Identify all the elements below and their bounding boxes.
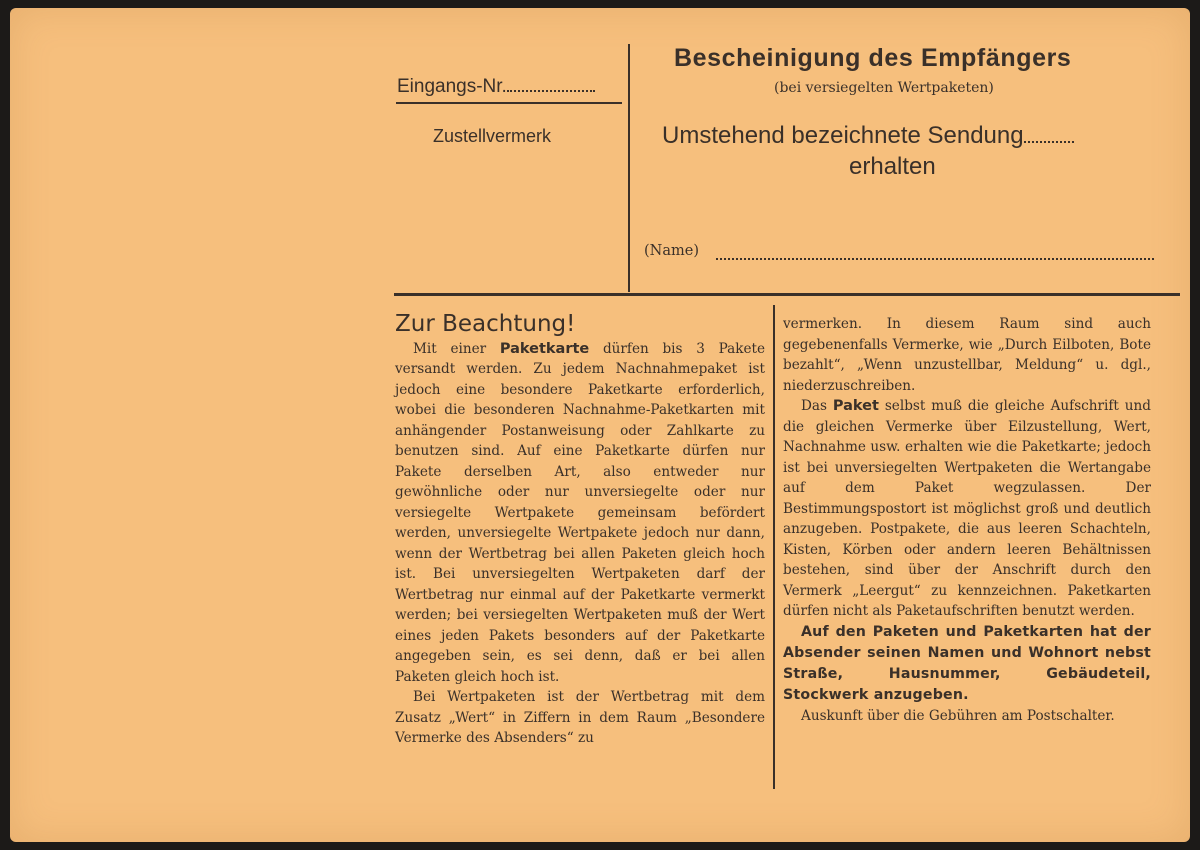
notice-paragraph-4: Das Paket selbst muß die gleiche Aufschrift und die gleichen Vermerke über Eilzustellung, Wert, Nachnahme usw. erhalten wie die Paketkarte; jedoch ist bei unversiegelten Wertpaketen die Wertangabe auf dem Paket wegzulassen. Der Bestimmungspostort ist möglichst groß und deutlich anzugeben. Postpakete, die aus leeren Schachteln, Kisten, Körben oder andern leeren Behältnissen bestehen, sind über der Anschrift durch den Vermerk „Leergut“ zu kennzeichnen. Paketkarten dürfen nicht als Paketaufschriften benutzt werden.: [783, 398, 1152, 619]
eingangs-nr-field: [397, 76, 595, 98]
column-divider: [773, 305, 775, 789]
eingangs-underline: [396, 102, 622, 104]
name-label: (Name): [644, 243, 699, 259]
paket-emphasis: Paket: [832, 398, 879, 414]
certificate-subtitle: (bei versiegelten Wertpaketen): [774, 80, 994, 96]
postcard: [10, 8, 1190, 842]
notice-paragraph-2: Bei Wertpaketen ist der Wertbetrag mit dem Zusatz „Wert“ in Ziffern in dem Raum „Besondere Vermerke des Absenders“ zu: [395, 689, 765, 746]
header-divider: [628, 44, 630, 292]
paketkarte-emphasis: Paketkarte: [499, 340, 590, 357]
notice-paragraph-1: Mit einer Paketkarte dürfen bis 3 Pakete versandt werden. Zu jedem Nachnahmepaket ist jedoch eine besondere Paketkarte erforderlich, wobei die besonderen Nachnahme-Paketkarten mit anhängender Postanweisung oder Zahlkarte zu benutzen sind. Auf eine Paketkarte dürfen nur Pakete derselben Art, also entweder nur gewöhnliche oder nur unversiegelte oder nur versiegelte Wertpakete gemeinsam befördert werden, unversiegelte Wertpakete jedoch nur dann, wenn der Wertbetrag bei allen Paketen gleich hoch ist. Bei unversiegelten Wertpaketen darf der Wertbetrag nur einmal auf der Paketkarte vermerkt werden; bei versiegelten Wertpaketen muß der Wert eines jeden Pakets besonders auf der Paketkarte angegeben sein, es sei denn, daß er bei allen Paketen gleich hoch ist.: [395, 340, 765, 685]
notice-left-column: [395, 311, 765, 749]
notice-fees-info: Auskunft über die Gebühren am Postschalter.: [801, 707, 1115, 724]
received-text: Umstehend bezeichnete Sendung: [662, 122, 1024, 149]
name-dotted-line: [716, 246, 1154, 260]
name-field: [644, 243, 699, 259]
zustellvermerk-label: Zustellvermerk: [433, 126, 552, 146]
received-text-2: erhalten: [849, 153, 936, 180]
eingangs-nr-label: Eingangs-Nr.: [397, 76, 507, 97]
notice-right-column: [783, 314, 1151, 726]
eingangs-nr-dotted-line: [507, 90, 595, 92]
notice-sender-requirement: Auf den Paketen und Paketkarten hat der Absender seinen Namen und Wohnort nebst Straße, Hausnummer, Gebäudeteil, Stockwerk anzugeben.: [783, 623, 1151, 703]
certificate-title: Bescheinigung des Empfängers: [674, 44, 1072, 72]
received-line: [662, 122, 1074, 150]
header-separator: [394, 293, 1180, 296]
notice-heading: Zur Beachtung!: [395, 311, 576, 337]
notice-paragraph-3: vermerken. In diesem Raum sind auch gegebenenfalls Vermerke, wie „Durch Eilboten, Bote bezahlt“, „Wenn unzustellbar, Meldung“ u. dgl., niederzuschreiben.: [783, 316, 1151, 394]
received-dotted-line: [1024, 141, 1074, 143]
